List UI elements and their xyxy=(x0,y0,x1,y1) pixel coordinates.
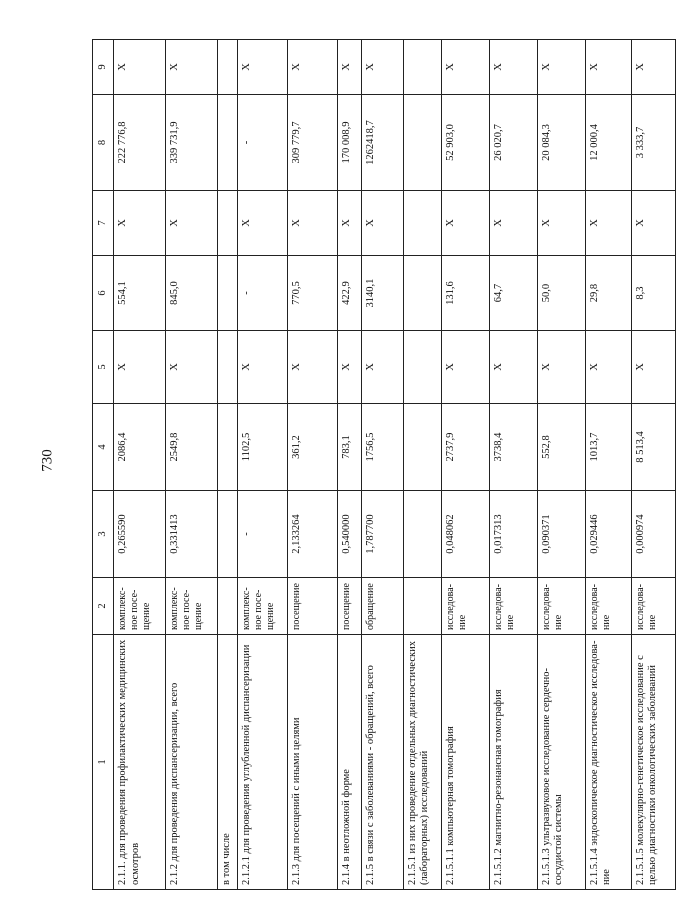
cell-col-1: 2.1.5.1 из них проведение отдельных диагностических (лабораторных) исследований xyxy=(403,635,441,890)
cell-col-4: 3738,4 xyxy=(489,404,537,491)
cell-col-2: посещение xyxy=(287,578,337,635)
cell-col-8: 12 000,4 xyxy=(585,95,631,191)
table-row xyxy=(361,40,403,890)
cell-col-9: X xyxy=(166,40,218,95)
cell-col-8: - xyxy=(237,95,287,191)
cell-col-7: X xyxy=(287,191,337,256)
cell-col-6: 845,0 xyxy=(166,256,218,331)
cell-col-1: 2.1.5.1.3 ультразвуковое исследование сердечно-сосудистой системы xyxy=(537,635,585,890)
column-header: 1 xyxy=(93,635,114,890)
page-number: 730 xyxy=(39,449,56,472)
cell-col-7: X xyxy=(166,191,218,256)
cell-col-3 xyxy=(403,491,441,578)
cell-col-8 xyxy=(218,95,238,191)
cell-col-3: 0,017313 xyxy=(489,491,537,578)
table-row xyxy=(537,40,585,890)
cell-col-5: X xyxy=(237,331,287,404)
table-row xyxy=(166,40,218,890)
cell-col-8 xyxy=(403,95,441,191)
cell-col-8: 1262418,7 xyxy=(361,95,403,191)
cell-col-9: X xyxy=(441,40,489,95)
cell-col-6 xyxy=(218,256,238,331)
column-header: 9 xyxy=(93,40,114,95)
cell-col-3: 0,029446 xyxy=(585,491,631,578)
cell-col-4 xyxy=(403,404,441,491)
cell-col-2: комплекс-ное посе-щение xyxy=(166,578,218,635)
cell-col-1: 2.1.2 для проведения диспансеризации, всего xyxy=(166,635,218,890)
cell-col-4: 1102,5 xyxy=(237,404,287,491)
cell-col-7: X xyxy=(631,191,675,256)
cell-col-4: 1756,5 xyxy=(361,404,403,491)
cell-col-7: X xyxy=(237,191,287,256)
cell-col-4: 552,8 xyxy=(537,404,585,491)
cell-col-6 xyxy=(403,256,441,331)
header-row xyxy=(93,40,114,890)
cell-col-9: X xyxy=(631,40,675,95)
cell-col-2: исследова-ние xyxy=(489,578,537,635)
cell-col-9 xyxy=(403,40,441,95)
cell-col-4: 783,1 xyxy=(337,404,361,491)
cell-col-5 xyxy=(403,331,441,404)
cell-col-3: 0,540000 xyxy=(337,491,361,578)
cell-col-4: 2737,9 xyxy=(441,404,489,491)
cell-col-9: X xyxy=(361,40,403,95)
cell-col-9 xyxy=(218,40,238,95)
cell-col-5: X xyxy=(585,331,631,404)
cell-col-9: X xyxy=(114,40,166,95)
table-row xyxy=(403,40,441,890)
rotated-table-container xyxy=(92,40,659,890)
cell-col-8: 52 903,0 xyxy=(441,95,489,191)
cell-col-7: X xyxy=(585,191,631,256)
cell-col-2: исследова-ние xyxy=(585,578,631,635)
cell-col-6: 422,9 xyxy=(337,256,361,331)
cell-col-3: 2,133264 xyxy=(287,491,337,578)
cell-col-5: X xyxy=(287,331,337,404)
cell-col-4: 1013,7 xyxy=(585,404,631,491)
cell-col-7: X xyxy=(114,191,166,256)
cell-col-7: X xyxy=(537,191,585,256)
cell-col-1: 2.1.3 для посещений с иными целями xyxy=(287,635,337,890)
cell-col-2 xyxy=(218,578,238,635)
cell-col-8: 26 020,7 xyxy=(489,95,537,191)
cell-col-9: X xyxy=(287,40,337,95)
cell-col-6: 50,0 xyxy=(537,256,585,331)
cell-col-6: 64,7 xyxy=(489,256,537,331)
cell-col-2: обращение xyxy=(361,578,403,635)
table-row xyxy=(237,40,287,890)
cell-col-4 xyxy=(218,404,238,491)
cell-col-9: X xyxy=(537,40,585,95)
cell-col-8: 339 731,9 xyxy=(166,95,218,191)
cell-col-7: X xyxy=(361,191,403,256)
column-header: 3 xyxy=(93,491,114,578)
cell-col-1: 2.1.5.1.4 эндоскопическое диагностическое исследова-ние xyxy=(585,635,631,890)
cell-col-2: исследова-ние xyxy=(631,578,675,635)
cell-col-3 xyxy=(218,491,238,578)
cell-col-5: X xyxy=(441,331,489,404)
column-header: 4 xyxy=(93,404,114,491)
cell-col-3: 0,331413 xyxy=(166,491,218,578)
table-row xyxy=(631,40,675,890)
cell-col-3: 1,787700 xyxy=(361,491,403,578)
table-row xyxy=(287,40,337,890)
column-header: 7 xyxy=(93,191,114,256)
cell-col-1: 2.1.5.1.2 магнитно-резонансная томография xyxy=(489,635,537,890)
cell-col-4: 2549,8 xyxy=(166,404,218,491)
cell-col-2: комплекс-ное посе-щение xyxy=(114,578,166,635)
cell-col-8: 3 333,7 xyxy=(631,95,675,191)
cell-col-3: 0,000974 xyxy=(631,491,675,578)
cell-col-5 xyxy=(218,331,238,404)
cell-col-1: 2.1.5.1.5 молекулярно-генетическое исследование с целью диагностики онкологических заболеваний xyxy=(631,635,675,890)
cell-col-7: X xyxy=(441,191,489,256)
table-row xyxy=(441,40,489,890)
cell-col-7: X xyxy=(489,191,537,256)
cell-col-2: исследова-ние xyxy=(441,578,489,635)
cell-col-2 xyxy=(403,578,441,635)
table-row xyxy=(218,40,238,890)
column-header: 2 xyxy=(93,578,114,635)
cell-col-1: 2.1.1. для проведения профилактических медицинских осмотров xyxy=(114,635,166,890)
column-header: 5 xyxy=(93,331,114,404)
table-row xyxy=(585,40,631,890)
cell-col-5: X xyxy=(166,331,218,404)
cell-col-6: 131,6 xyxy=(441,256,489,331)
cell-col-7: X xyxy=(337,191,361,256)
column-header: 8 xyxy=(93,95,114,191)
cell-col-5: X xyxy=(114,331,166,404)
table-row xyxy=(114,40,166,890)
cell-col-9: X xyxy=(585,40,631,95)
cell-col-6: 770,5 xyxy=(287,256,337,331)
data-table xyxy=(92,39,676,890)
cell-col-5: X xyxy=(489,331,537,404)
cell-col-6: 8,3 xyxy=(631,256,675,331)
cell-col-5: X xyxy=(631,331,675,404)
cell-col-1: 2.1.4 в неотложной форме xyxy=(337,635,361,890)
cell-col-9: X xyxy=(237,40,287,95)
cell-col-8: 222 776,8 xyxy=(114,95,166,191)
cell-col-2: исследова-ние xyxy=(537,578,585,635)
cell-col-4: 8 513,4 xyxy=(631,404,675,491)
cell-col-2: посещение xyxy=(337,578,361,635)
cell-col-9: X xyxy=(489,40,537,95)
cell-col-1: 2.1.2.1 для проведения углубленной диспансеризации xyxy=(237,635,287,890)
cell-col-6: 554,1 xyxy=(114,256,166,331)
cell-col-1: 2.1.5 в связи с заболеваниями - обращений, всего xyxy=(361,635,403,890)
cell-col-3: 0,265590 xyxy=(114,491,166,578)
cell-col-9: X xyxy=(337,40,361,95)
cell-col-4: 361,2 xyxy=(287,404,337,491)
cell-col-5: X xyxy=(361,331,403,404)
cell-col-3: - xyxy=(237,491,287,578)
cell-col-7 xyxy=(218,191,238,256)
table-row xyxy=(337,40,361,890)
cell-col-8: 20 084,3 xyxy=(537,95,585,191)
table-body xyxy=(114,40,676,890)
table-row xyxy=(489,40,537,890)
cell-col-5: X xyxy=(337,331,361,404)
cell-col-1: 2.1.5.1.1 компьютерная томография xyxy=(441,635,489,890)
cell-col-2: комплекс-ное посе-щение xyxy=(237,578,287,635)
cell-col-8: 309 779,7 xyxy=(287,95,337,191)
cell-col-4: 2086,4 xyxy=(114,404,166,491)
column-header: 6 xyxy=(93,256,114,331)
cell-col-8: 170 008,9 xyxy=(337,95,361,191)
cell-col-6: 3140,1 xyxy=(361,256,403,331)
cell-col-3: 0,090371 xyxy=(537,491,585,578)
cell-col-5: X xyxy=(537,331,585,404)
cell-col-7 xyxy=(403,191,441,256)
cell-col-1: в том числе xyxy=(218,635,238,890)
cell-col-3: 0,048062 xyxy=(441,491,489,578)
cell-col-6: 29,8 xyxy=(585,256,631,331)
cell-col-6: - xyxy=(237,256,287,331)
